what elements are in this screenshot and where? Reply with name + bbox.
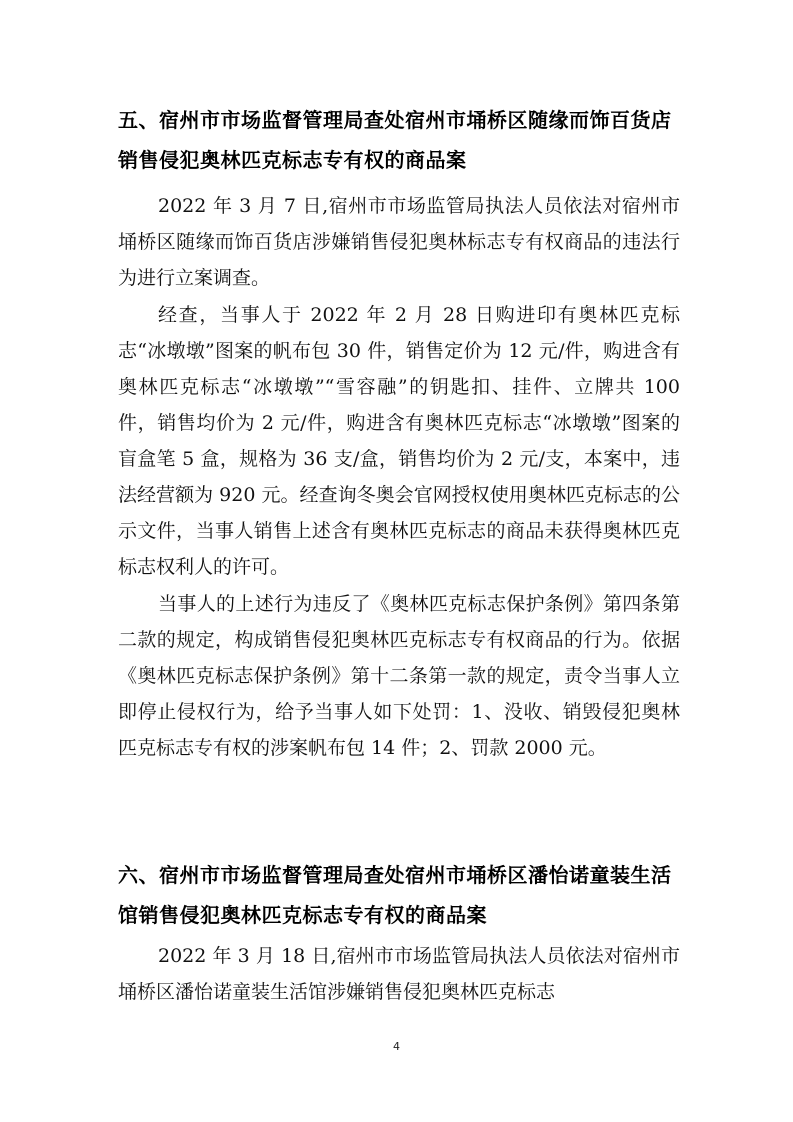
case-5-paragraph-findings: 经查，当事人于 2022 年 2 月 28 日购进印有奥林匹克标志“冰墩墩”图案的帆布包 30 件，销售定价为 12 元/件，购进含有奥林匹克标志“冰墩墩”“雪容融”的钥匙扣、挂件、立牌共 100 件，销售均价为 2 元/件，购进含有奥林匹克标志“冰墩墩”图案的盲盒笔 5 盒，规格为 36 支/盒，销售均价为 2 元/支，本案中，违法经营额为 920 元。经查询冬奥会官网授权使用奥林匹克标志的公示文件，当事人销售上述含有奥林匹克标志的商品未获得奥林匹克标志权利人的许可。 xyxy=(118,304,680,578)
page-number: 4 xyxy=(393,1040,400,1053)
case-5-paragraph-intro: 2022 年 3 月 7 日,宿州市市场监管局执法人员依法对宿州市埇桥区随缘而饰百货店涉嫌销售侵犯奥林标志专有权商品的违法行为进行立案调查。 xyxy=(118,195,680,289)
section-heading-5: 五、宿州市市场监督管理局查处宿州市埇桥区随缘而饰百货店销售侵犯奥林匹克标志专有权的商品案 xyxy=(118,108,672,172)
case-5-paragraph-penalty: 当事人的上述行为违反了《奥林匹克标志保护条例》第四条第二款的规定，构成销售侵犯奥林匹克标志专有权商品的行为。依据《奥林匹克标志保护条例》第十二条第一款的规定，责令当事人立即停止侵权行为，给予当事人如下处罚：1、没收、销毁侵犯奥林匹克标志专有权的涉案帆布包 14 件；2、罚款 2000 元。 xyxy=(118,593,680,759)
section-heading-6: 六、宿州市市场监督管理局查处宿州市埇桥区潘怡诺童装生活馆销售侵犯奥林匹克标志专有权的商品案 xyxy=(118,863,672,927)
case-6-paragraph-intro: 2022 年 3 月 18 日,宿州市市场监管局执法人员依法对宿州市埇桥区潘怡诺童装生活馆涉嫌销售侵犯奥林匹克标志 xyxy=(118,945,680,1003)
